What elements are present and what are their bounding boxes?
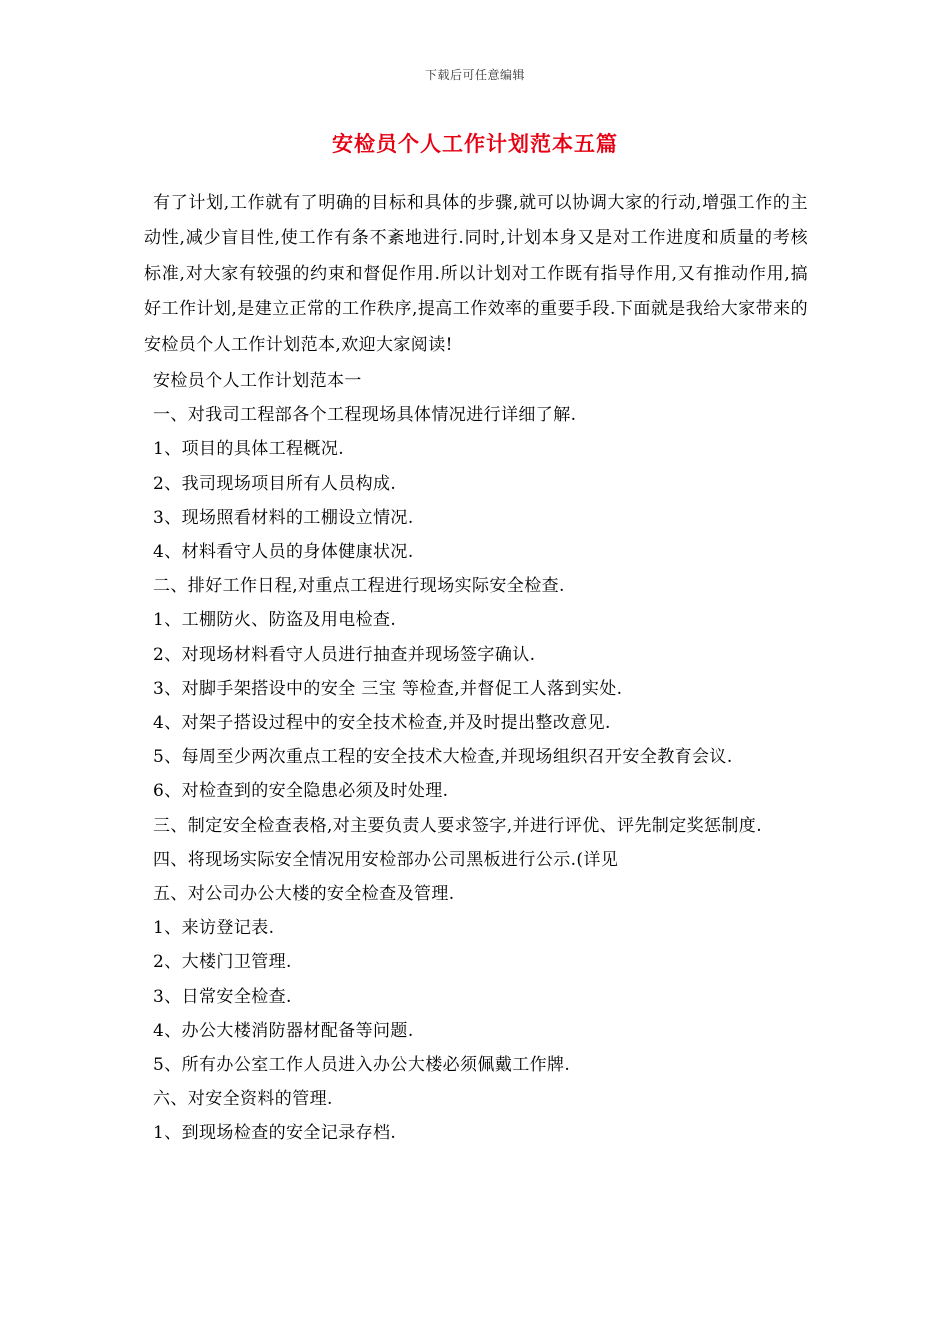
list-item: 1、工棚防火、防盗及用电检查. [153, 610, 397, 631]
list-item: 2、我司现场项目所有人员构成. [153, 473, 397, 494]
list-item: 1、项目的具体工程概况. [153, 439, 345, 460]
list-item: 3、对脚手架搭设中的安全 三宝 等检查,并督促工人落到实处. [153, 678, 623, 699]
list-item: 4、办公大楼消防器材配备等问题. [153, 1020, 414, 1041]
list-item: 2、大楼门卫管理. [153, 952, 292, 973]
list-item: 2、对现场材料看守人员进行抽查并现场签字确认. [153, 644, 536, 665]
intro-paragraph: 有了计划,工作就有了明确的目标和具体的步骤,就可以协调大家的行动,增强工作的主动性,减少盲目性,使工作有条不紊地进行.同时,计划本身又是对工作进度和质量的考核标准,对大家有较强的约束和督促作用.所以计划对工作既有指导作用,又有推动作用,搞好工作计划,是建立正常的工作秩序,提高工作效率的重要手段.下面就是我给大家带来的安检员个人工作计划范本,欢迎大家阅读! [144, 193, 808, 355]
document-title: 安检员个人工作计划范本五篇 [332, 131, 618, 156]
list-item: 1、到现场检查的安全记录存档. [153, 1123, 397, 1144]
list-item: 5、所有办公室工作人员进入办公大楼必须佩戴工作牌. [153, 1055, 571, 1076]
list-item: 三、制定安全检查表格,对主要负责人要求签字,并进行评优、评先制定奖惩制度. [153, 815, 763, 836]
list-item: 6、对检查到的安全隐患必须及时处理. [153, 781, 449, 802]
list-item: 四、将现场实际安全情况用安检部办公司黑板进行公示.(详见 [153, 849, 619, 870]
list-item: 4、材料看守人员的身体健康状况. [153, 542, 414, 563]
list-item: 一、对我司工程部各个工程现场具体情况进行详细了解. [153, 405, 577, 426]
list-item: 3、现场照看材料的工棚设立情况. [153, 507, 414, 528]
section-heading: 安检员个人工作计划范本一 [153, 371, 362, 391]
list-item: 五、对公司办公大楼的安全检查及管理. [153, 884, 455, 905]
list-item: 二、排好工作日程,对重点工程进行现场实际安全检查. [153, 576, 565, 597]
document-body [144, 364, 808, 1151]
list-item: 3、日常安全检查. [153, 986, 292, 1007]
list-item: 5、每周至少两次重点工程的安全技术大检查,并现场组织召开安全教育会议. [153, 747, 733, 768]
header-note: 下载后可任意编辑 [424, 68, 525, 82]
list-item: 4、对架子搭设过程中的安全技术检查,并及时提出整改意见. [153, 713, 611, 734]
list-item: 1、来访登记表. [153, 918, 275, 939]
list-item: 六、对安全资料的管理. [153, 1089, 333, 1110]
